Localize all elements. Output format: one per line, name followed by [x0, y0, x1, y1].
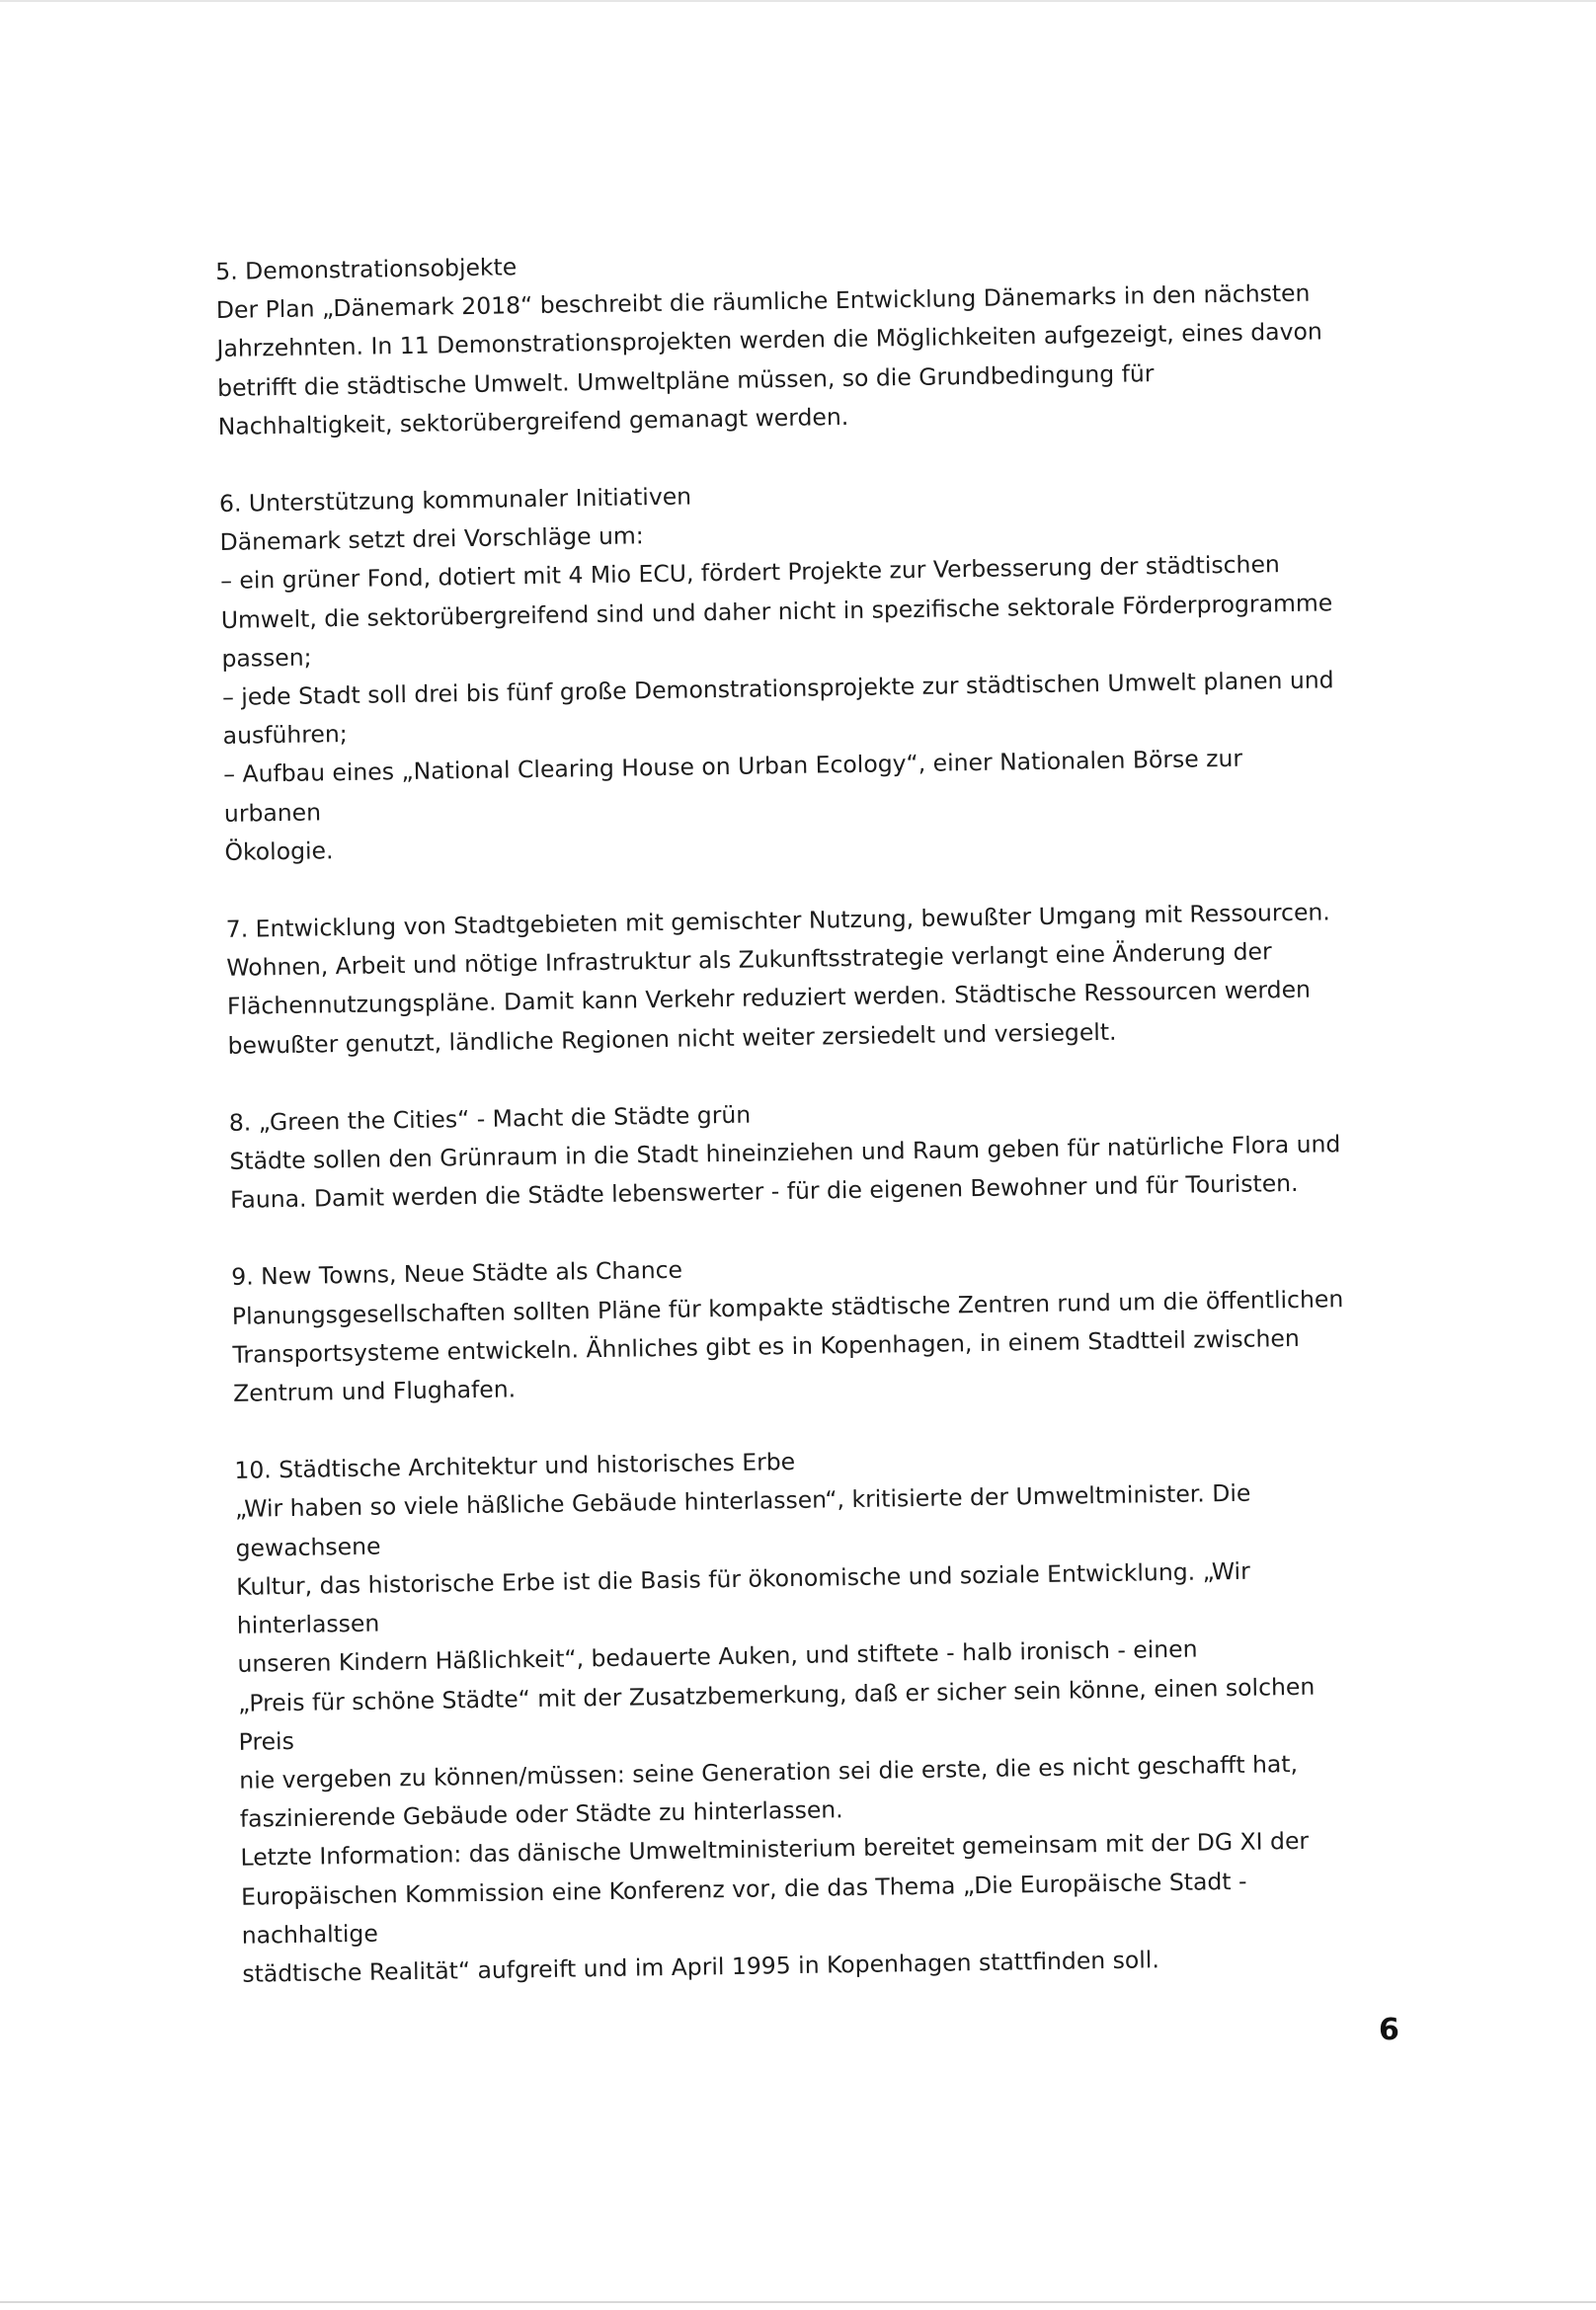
section-10-architektur — [234, 1434, 1358, 1994]
text-line: Letzte Information: das dänische Umweltministerium bereitet gemeinsam mit der DG XI der — [240, 1827, 1310, 1872]
section-8-green-the-cities — [229, 1086, 1347, 1220]
text-line: passen; — [221, 643, 312, 673]
section-heading: 6. Unterstützung kommunaler Initiativen — [218, 482, 692, 518]
text-line: nie vergeben zu können/müssen: seine Generation sei die erste, die es nicht geschafft hat, — [239, 1749, 1299, 1794]
text-line: Dänemark setzt drei Vorschläge um: — [219, 521, 644, 557]
text-line: Flächennutzungspläne. Damit kann Verkehr reduziert werden. Städtische Ressourcen werden — [226, 976, 1312, 1021]
text-line: Jahrzehnten. In 11 Demonstrationsprojekten werden die Möglichkeiten aufgezeigt, eines davon — [216, 317, 1322, 363]
text-line: Transportsysteme entwickeln. Ähnliches gibt es in Kopenhagen, in einem Stadtteil zwischen — [232, 1323, 1300, 1369]
text-line: Europäischen Kommission eine Konferenz vor, die das Thema „Die Europäische Stadt - nachhaltige — [240, 1867, 1247, 1950]
section-heading: 7. Entwicklung von Stadtgebieten mit gemischter Nutzung, bewußter Umgang mit Ressourcen. — [225, 898, 1330, 943]
text-line: Zentrum und Flughafen. — [232, 1375, 517, 1407]
text-line: – Aufbau eines „National Clearing House on Urban Ecology“, einer Nationalen Börse zur urbanen — [223, 745, 1243, 828]
text-line: – jede Stadt soll drei bis fünf große Demonstrationsprojekte zur städtischen Umwelt planen und — [221, 666, 1334, 711]
section-9-new-towns — [231, 1241, 1349, 1414]
section-heading: 9. New Towns, Neue Städte als Chance — [231, 1256, 683, 1292]
text-line: Kultur, das historische Erbe ist die Basis für ökonomische und soziale Entwicklung. „Wir hinterlassen — [235, 1556, 1250, 1639]
section-heading: 10. Städtische Architektur und historisches Erbe — [234, 1448, 796, 1485]
text-line: Planungsgesellschaften sollten Pläne für kompakte städtische Zentren rund um die öffentlichen — [231, 1284, 1344, 1330]
body-text — [215, 235, 1359, 2032]
section-heading: 5. Demonstrationsobjekte — [215, 253, 518, 285]
text-line: städtische Realität“ aufgreift und im April 1995 in Kopenhagen stattfinden soll. — [242, 1946, 1160, 1988]
scan-edge-top — [0, 0, 1596, 2]
text-line: Umwelt, die sektorübergreifend sind und daher nicht in spezifische sektorale Förderprogramme — [220, 588, 1333, 634]
text-line: Ökologie. — [224, 836, 334, 866]
text-line: ausführen; — [222, 720, 348, 751]
text-line: betrifft die städtische Umwelt. Umweltpläne müssen, so die Grundbedingung für — [216, 358, 1155, 402]
scan-edge-bottom — [0, 2301, 1596, 2303]
text-line: unseren Kindern Häßlichkeit“, bedauerte Auken, und stiftete - halb ironisch - einen — [237, 1634, 1198, 1679]
section-7-stadtgebiete — [225, 893, 1343, 1066]
section-6-unterstuetzung — [219, 467, 1341, 872]
text-line: faszinierende Gebäude oder Städte zu hinterlassen. — [239, 1795, 843, 1833]
text-line: Nachhaltigkeit, sektorübergreifend gemanagt werden. — [217, 402, 849, 440]
text-line: bewußter genutzt, ländliche Regionen nicht weiter zersiedelt und versiegelt. — [227, 1017, 1117, 1060]
text-line: „Wir haben so viele häßliche Gebäude hinterlassen“, kritisierte der Umweltminister. Die gewachsene — [234, 1479, 1251, 1562]
section-heading: 8. „Green the Cities“ - Macht die Städte grün — [228, 1100, 752, 1137]
text-line: – ein grüner Fond, dotiert mit 4 Mio ECU, fördert Projekte zur Verbesserung der städtischen — [220, 550, 1281, 596]
text-line: „Preis für schöne Städte“ mit der Zusatzbemerkung, daß er sicher sein könne, einen solchen Preis — [237, 1672, 1316, 1756]
text-line: Fauna. Damit werden die Städte lebenswerter - für die eigenen Bewohner und für Touristen. — [229, 1169, 1299, 1215]
text-line: Wohnen, Arbeit und nötige Infrastruktur als Zukunftsstrategie verlangt eine Änderung der — [226, 937, 1272, 983]
page-number: 6 — [1379, 2013, 1399, 2047]
text-line: Städte sollen den Grünraum in die Stadt hineinziehen und Raum geben für natürliche Flora und — [229, 1130, 1341, 1175]
text-line: Der Plan „Dänemark 2018“ beschreibt die räumliche Entwicklung Dänemarks in den nächsten — [215, 279, 1311, 325]
section-5-demonstrationsobjekte — [215, 235, 1334, 446]
